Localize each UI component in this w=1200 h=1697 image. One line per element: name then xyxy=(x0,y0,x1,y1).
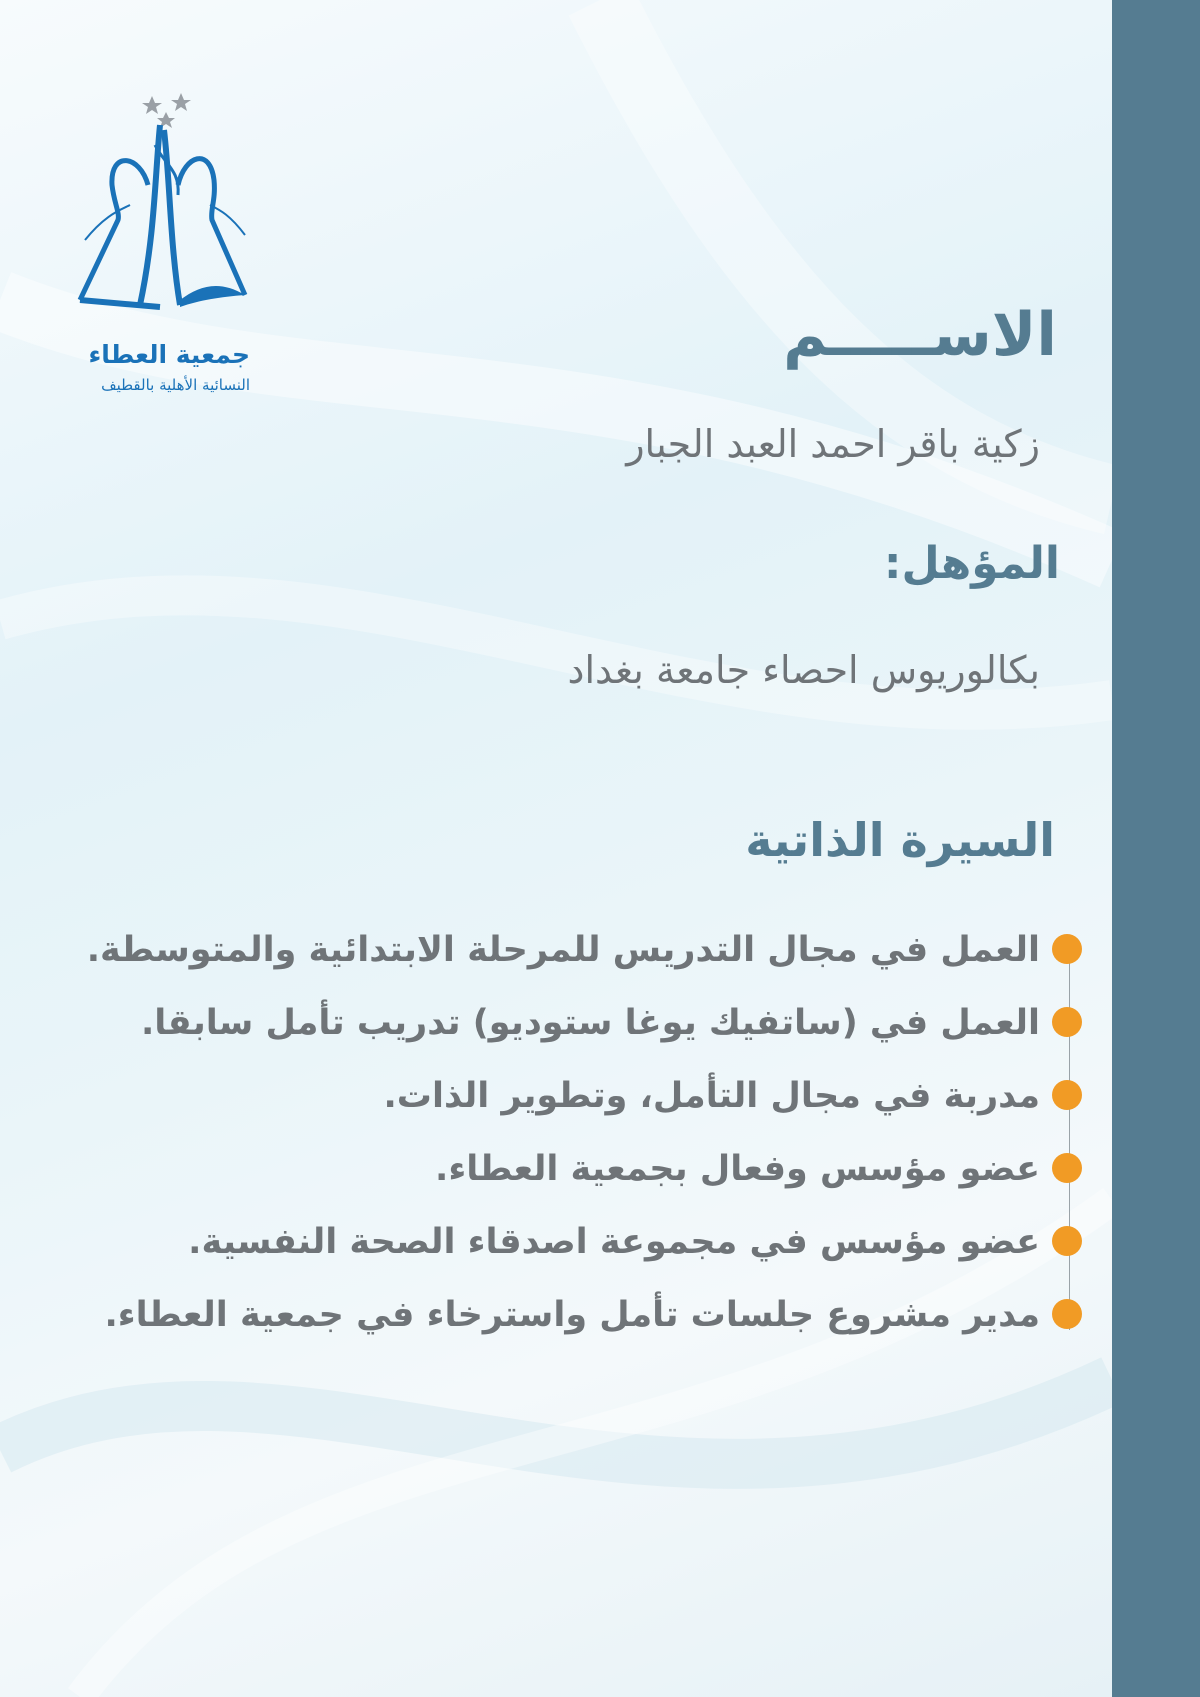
cv-item-text: عضو مؤسس وفعال بجمعية العطاء. xyxy=(435,1149,1040,1189)
bullet-dot-icon xyxy=(1052,1226,1082,1256)
cv-item xyxy=(88,1287,1088,1360)
cv-heading: السيرة الذاتية xyxy=(745,813,1055,867)
cv-item xyxy=(88,1068,1088,1141)
cv-item xyxy=(88,1214,1088,1287)
cv-list xyxy=(88,922,1088,1360)
cv-item-text: مدير مشروع جلسات تأمل واسترخاء في جمعية العطاء. xyxy=(104,1295,1040,1335)
logo-title: جمعية العطاء xyxy=(88,340,250,369)
association-logo xyxy=(60,85,270,405)
cv-item-text: العمل في مجال التدريس للمرحلة الابتدائية والمتوسطة. xyxy=(86,930,1040,970)
cv-item-text: عضو مؤسس في مجموعة اصدقاء الصحة النفسية. xyxy=(188,1222,1040,1262)
name-heading: الاســـــم xyxy=(783,300,1057,370)
cv-item xyxy=(88,1141,1088,1214)
cv-item-text: مدربة في مجال التأمل، وتطوير الذات. xyxy=(383,1076,1040,1116)
cv-item xyxy=(88,995,1088,1068)
logo-emblem-icon xyxy=(60,85,270,335)
bullet-dot-icon xyxy=(1052,1299,1082,1329)
bullet-dot-icon xyxy=(1052,1007,1082,1037)
bullet-dot-icon xyxy=(1052,1080,1082,1110)
right-side-bar xyxy=(1112,0,1200,1697)
bullet-dot-icon xyxy=(1052,1153,1082,1183)
qualification-heading: المؤهل: xyxy=(883,538,1060,589)
cv-item-text: العمل في (ساتفيك يوغا ستوديو) تدريب تأمل سابقا. xyxy=(140,1003,1040,1043)
logo-subtitle: النسائية الأهلية بالقطيف xyxy=(101,376,250,394)
bullet-dot-icon xyxy=(1052,934,1082,964)
name-value: زكية باقر احمد العبد الجبار xyxy=(626,422,1040,466)
cv-item xyxy=(88,922,1088,995)
qualification-value: بكالوريوس احصاء جامعة بغداد xyxy=(567,648,1040,692)
